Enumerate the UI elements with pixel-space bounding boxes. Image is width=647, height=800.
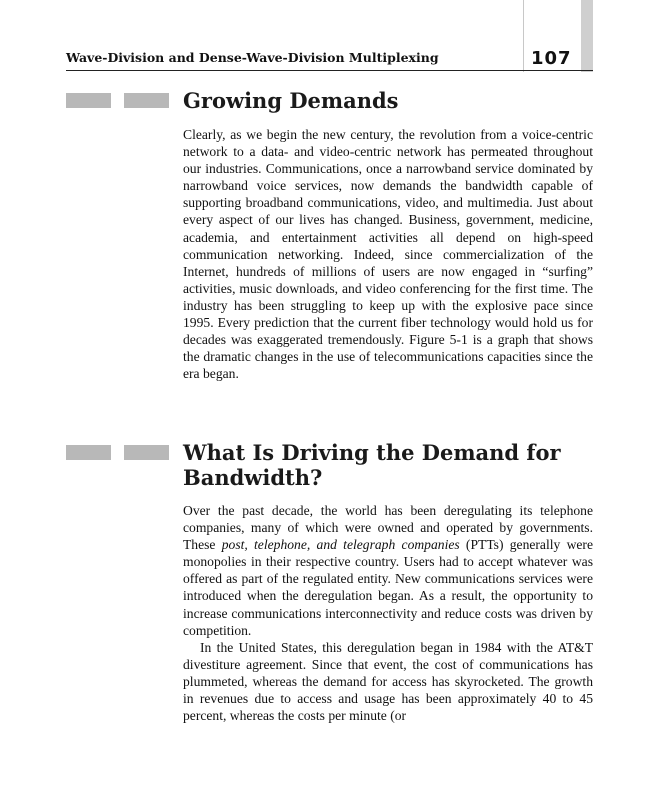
paragraph-text: Over the past decade, the world has been deregulating its telephone companies, many of which were owned and operated by governments. These	[183, 503, 593, 553]
header-rule	[66, 70, 593, 71]
heading-line-2: Bandwidth?	[183, 465, 323, 490]
italic-term-ptt: post, telephone, and telegraph companies	[221, 537, 460, 553]
section-heading-growing-demands: Growing Demands	[183, 88, 399, 113]
paragraph-deregulation	[183, 502, 593, 639]
page-edge-strip	[581, 0, 593, 72]
section-marker-bar-left	[66, 93, 111, 108]
section-marker-bar-right	[124, 445, 169, 460]
heading-line-1: What Is Driving the Demand for	[183, 440, 561, 465]
section-heading-driving-demand	[183, 440, 561, 490]
section-marker-bar-left	[66, 445, 111, 460]
section-marker-bar-right	[124, 93, 169, 108]
paragraph-united-states: In the United States, this deregulation began in 1984 with the AT&T divestiture agreement. Since that event, the cost of communications has plummeted, whereas the demand for access has skyrocketed. The growth in revenues due to access and usage has been approximately 40 to 45 percent, whereas the costs per minute (or	[183, 640, 593, 724]
paragraph-text: (PTTs) generally were monopolies in their respective country. Users had to accept whatever was offered as part of the regulated entity. New communications services were introduced when the deregulation began. As a result, the opportunity to increase communications interconnectivity and reduce costs was driven by competition.	[183, 537, 593, 638]
paragraph-growing-demands: Clearly, as we begin the new century, the revolution from a voice-centric network to a data- and video-centric network has permeated throughout our industries. Communications, once a narrowband service dominated by narrowband voice services, now demands the bandwidth capable of supporting broadband communications, video, and multimedia. Just about every aspect of our lives has changed. Business, government, medicine, academia, and entertainment activities all depend on high-speed communication networking. Indeed, since commercialization of the Internet, hundreds of millions of users are now engaged in “surfing” activities, music downloads, and video conferencing for the first time. The industry has been struggling to keep up with the explosive pace since 1995. Every prediction that the current fiber technology would hold us for decades was exaggerated tremendously. Figure 5-1 is a graph that shows the dramatic changes in the use of telecommunications capacities since the era began.	[183, 127, 593, 382]
page-number: 107	[531, 48, 572, 69]
running-head-title: Wave-Division and Dense-Wave-Division Multiplexing	[66, 50, 439, 65]
